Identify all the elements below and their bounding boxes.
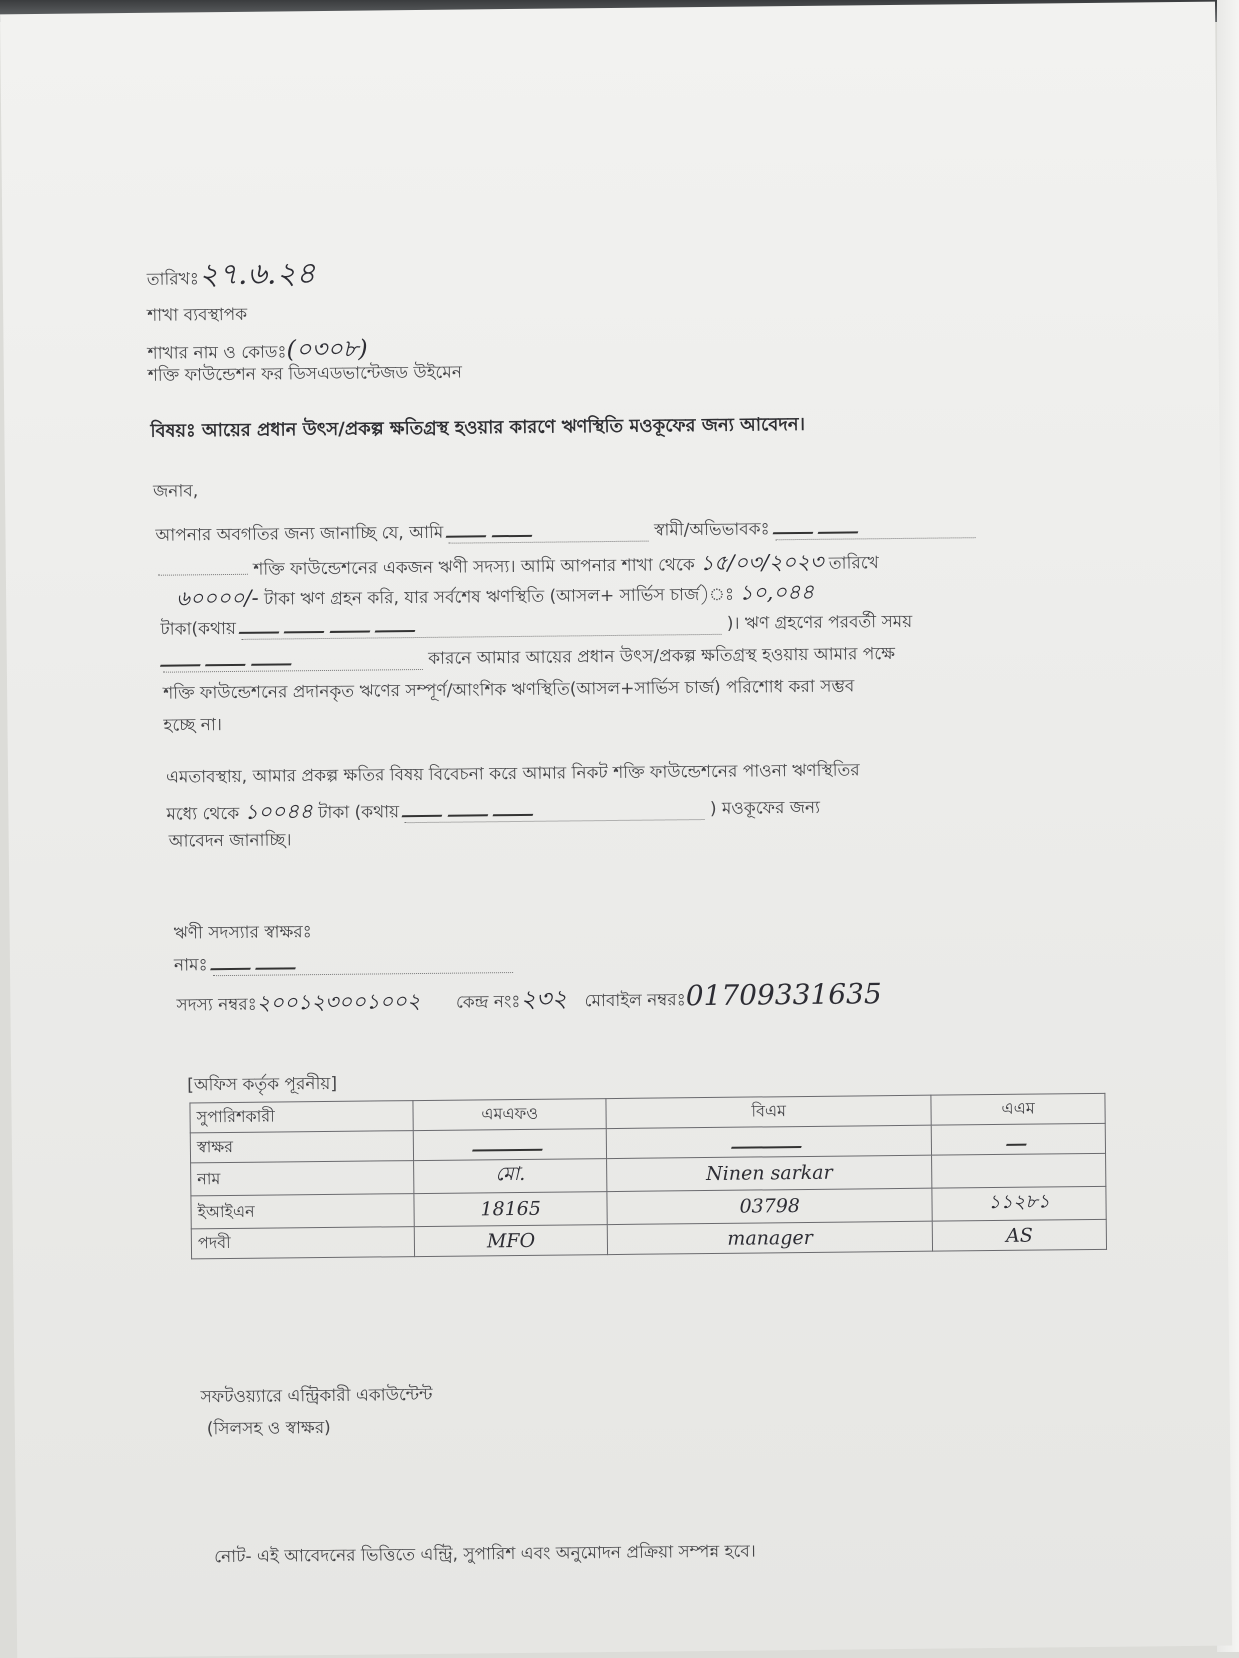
applicant-name-field xyxy=(449,520,649,544)
body-text: মধ্যে থেকে xyxy=(166,803,240,825)
body-text: আপনার অবগতির জন্য জানাচ্ছি যে, আমি xyxy=(155,522,444,546)
table-cell: AS xyxy=(932,1219,1106,1251)
table-cell xyxy=(606,1125,931,1158)
table-cell: manager xyxy=(607,1221,932,1254)
body-text: তারিখে xyxy=(828,553,879,574)
body-line-5 xyxy=(163,641,895,677)
body-line-7: হচ্ছে না। xyxy=(163,715,223,736)
table-cell: মো. xyxy=(414,1159,608,1194)
mobile-value: 01709331635 xyxy=(685,977,882,1013)
blank-field xyxy=(158,574,248,576)
waive-amount-value: ১০০৪৪ xyxy=(244,799,313,824)
accountant-label: সফটওয়্যারে এন্ট্রিকারী একাউন্টেন্ট xyxy=(200,1384,433,1408)
body-text: ) মওকূফের জন্য xyxy=(709,797,821,819)
office-table xyxy=(189,1093,1107,1260)
date-value: ২৭.৬.২৪ xyxy=(198,256,316,293)
seal-label: (সিলসহ ও স্বাক্ষর) xyxy=(206,1417,331,1440)
branch-label: শাখার নাম ও কোডঃ xyxy=(147,342,287,364)
body-text: টাকা ঋণ গ্রহন করি, যার সর্বশেষ ঋণস্থিতি (আসল+ সার্ভিস চার্জ)ঃ xyxy=(263,584,735,610)
table-header: সুপারিশকারী xyxy=(190,1101,413,1133)
member-number-label: সদস্য নম্বরঃ xyxy=(176,994,257,1016)
waive-words-field xyxy=(404,798,704,823)
row-label: পদবী xyxy=(191,1227,414,1259)
body-line-9 xyxy=(166,790,820,832)
table-cell xyxy=(413,1129,607,1161)
recipient-title: শাখা ব্যবস্থাপক xyxy=(147,304,248,326)
table-header: বিএম xyxy=(606,1095,931,1128)
table-cell xyxy=(932,1153,1106,1188)
amount-in-words-field xyxy=(241,613,721,640)
body-text: )। ঋণ গ্রহণের পরবর্তী সময় xyxy=(726,611,913,634)
reason-field xyxy=(163,648,423,673)
body-line-8: এমতাবস্থায়, আমার প্রকল্প ক্ষতির বিষয় বিবেচনা করে আমার নিকট শক্তি ফাউন্ডেশনের পাওনা ঋণস্থিতির xyxy=(165,760,860,788)
footer-note: নোট- এই আবেদনের ভিত্তিতে এন্ট্রি, সুপারিশ এবং অনুমোদন প্রক্রিয়া সম্পন্ন হবে। xyxy=(214,1541,756,1568)
balance-value: ১০,০৪৪ xyxy=(739,579,815,605)
mobile-label: মোবাইল নম্বরঃ xyxy=(584,990,686,1012)
branch-code: (০৩০৮) xyxy=(286,334,368,364)
body-text: স্বামী/অভিভাবকঃ xyxy=(653,519,770,541)
center-label: কেন্দ্র নংঃ xyxy=(455,991,521,1013)
table-cell: 18165 xyxy=(414,1192,608,1227)
loan-date-value: ১৫/০৩/২০২৩ xyxy=(699,549,824,576)
table-cell: Ninen sarkar xyxy=(607,1155,932,1191)
body-text: টাকা(কথায় xyxy=(160,618,237,640)
center-value: ২৩২ xyxy=(520,984,568,1013)
table-header: এএম xyxy=(931,1093,1105,1125)
guardian-name-field xyxy=(775,516,975,540)
table-cell: MFO xyxy=(414,1225,608,1257)
member-name-field xyxy=(213,951,513,976)
date-label: তারিখঃ xyxy=(146,269,200,290)
table-cell xyxy=(931,1123,1105,1155)
row-label: ইআইএন xyxy=(191,1194,414,1229)
body-text: কারনে আমার আয়ের প্রধান উৎস/প্রকল্প ক্ষতিগ্রস্থ হওয়ায় আমার পক্ষে xyxy=(428,644,896,669)
table-header: এমএফও xyxy=(413,1099,607,1131)
member-number-value: ২০০১২৩০০১০০২ xyxy=(256,989,421,1015)
row-label: নাম xyxy=(191,1161,414,1196)
table-cell: ১১২৮১ xyxy=(932,1186,1106,1221)
salutation: জনাব, xyxy=(152,481,199,502)
date-line xyxy=(147,249,316,302)
document-page xyxy=(0,2,1232,1658)
body-text: শক্তি ফাউন্ডেশনের একজন ঋণী সদস্য। আমি আপনার শাখা থেকে xyxy=(253,555,695,580)
body-line-6: শক্তি ফাউন্ডেশনের প্রদানকৃত ঋণের সম্পূর্ণ/আংশিক ঋণস্থিতি(আসল+সার্ভিস চার্জ) পরিশোধ করা সম্ভব xyxy=(163,676,855,704)
office-use-caption: [অফিস কর্তৃক পূরনীয়] xyxy=(187,1073,338,1096)
subject-line: বিষয়ঃ আয়ের প্রধান উৎস/প্রকল্প ক্ষতিগ্রস্থ হওয়ার কারণে ঋণস্থিতি মওকূফের জন্য আবেদন। xyxy=(150,413,806,442)
organization-name: শক্তি ফাউন্ডেশন ফর ডিসএডভান্টেজড উইমেন xyxy=(147,362,463,386)
member-id-line xyxy=(176,977,882,1024)
member-name-label: নামঃ xyxy=(173,955,208,976)
table-cell: 03798 xyxy=(607,1188,932,1224)
member-signature-label: ঋণী সদস্যার স্বাক্ষরঃ xyxy=(173,922,312,944)
loan-amount-value: ৬০০০০/- xyxy=(176,585,259,611)
body-text: টাকা (কথায় xyxy=(318,802,400,824)
row-label: স্বাক্ষর xyxy=(190,1131,413,1163)
body-line-10: আবেদন জানাচ্ছি। xyxy=(168,830,292,852)
member-name-line xyxy=(174,949,513,981)
